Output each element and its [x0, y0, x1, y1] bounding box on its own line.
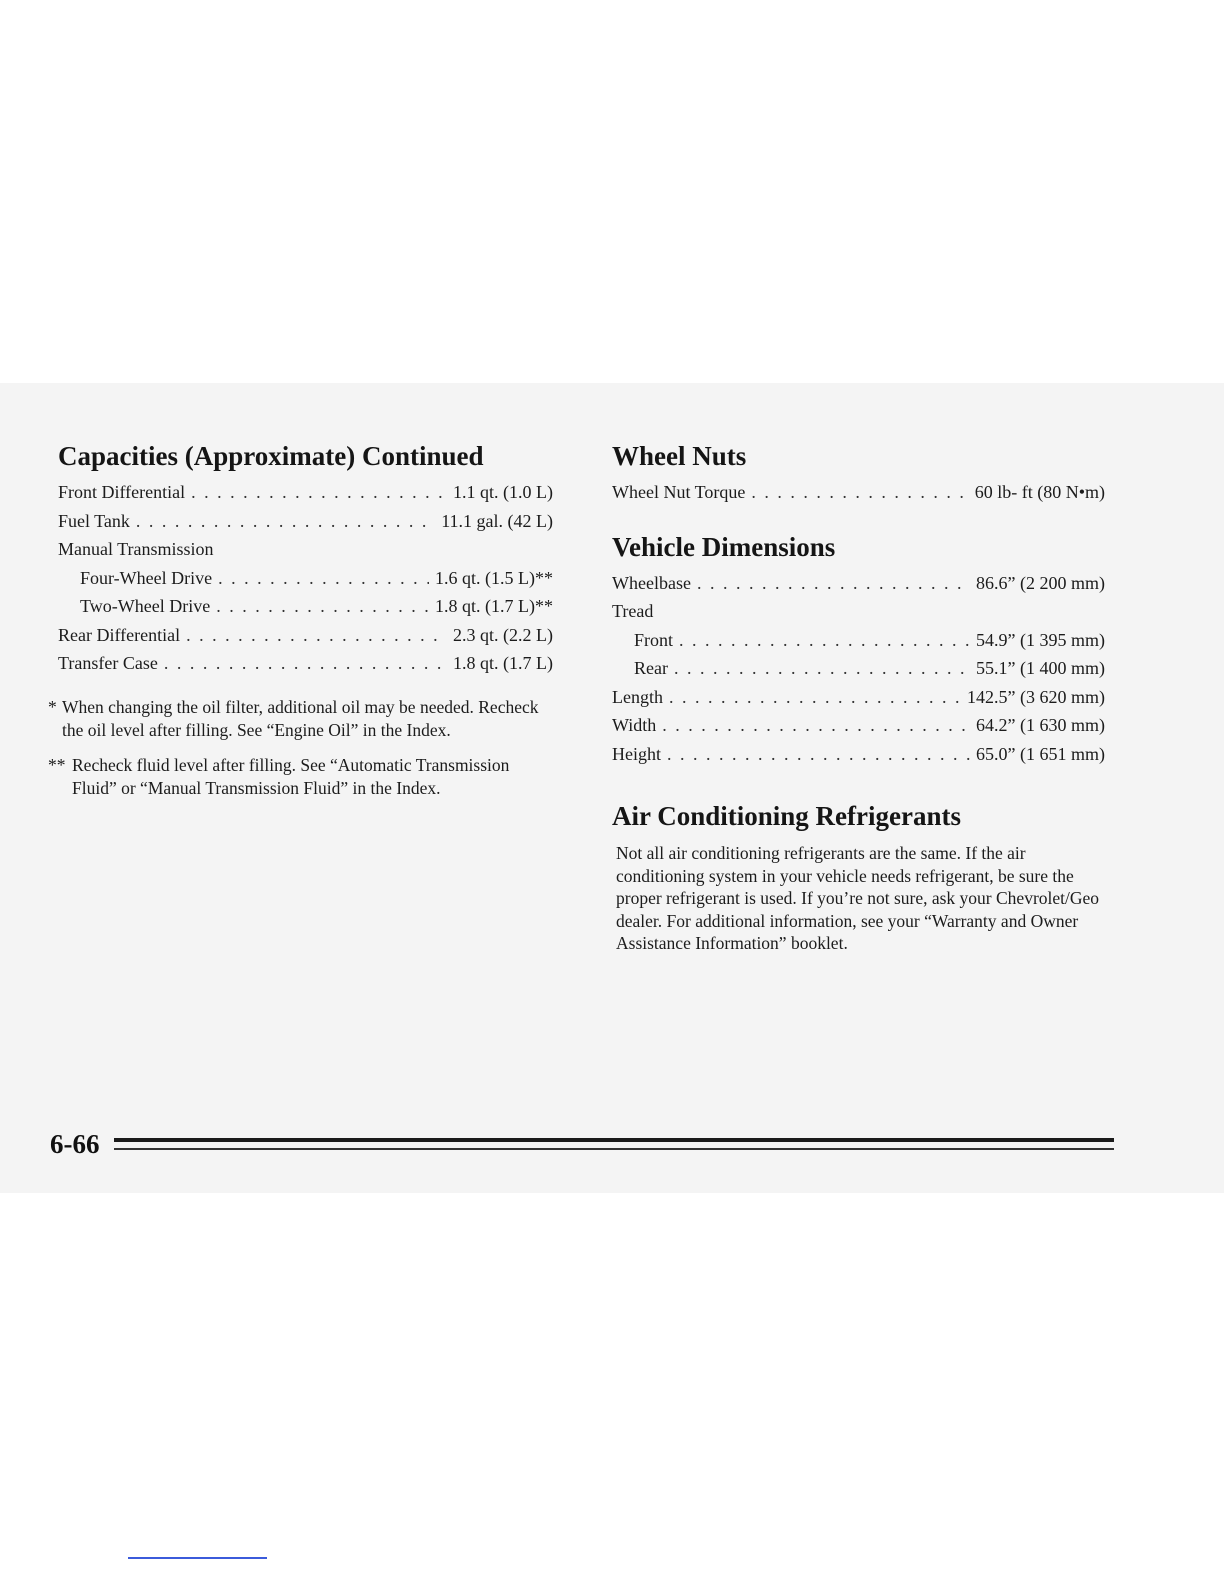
right-column — [612, 438, 1112, 955]
dot-leader — [191, 478, 447, 507]
spec-label: Wheelbase — [612, 572, 691, 593]
wheel-nuts-heading: Wheel Nuts — [612, 441, 747, 471]
spec-label: Front Differential — [58, 482, 186, 502]
spec-label: Front — [634, 629, 674, 650]
dot-leader — [667, 740, 970, 769]
bottom-underline-decoration — [128, 1557, 267, 1559]
air-conditioning-heading: Air Conditioning Refrigerants — [612, 801, 961, 831]
spec-row-rear-differential — [58, 621, 553, 650]
capacities-table — [58, 478, 553, 678]
spec-label: Two-Wheel Drive — [80, 596, 211, 616]
spec-label: Fuel Tank — [58, 510, 130, 531]
spec-label: Rear Differential — [58, 624, 181, 645]
dot-leader — [186, 621, 447, 650]
dot-leader — [669, 683, 961, 712]
vehicle-dimensions-heading: Vehicle Dimensions — [612, 531, 836, 562]
footnote-text: Recheck fluid level after filling. See “Automatic Transmission Fluid” or “Manual Transmission Fluid” in the Index. — [72, 754, 510, 798]
spec-row-fuel-tank — [58, 507, 553, 536]
footer-rule-thin — [114, 1148, 1114, 1150]
spec-row-length — [612, 683, 1105, 712]
spec-subheading-tread: Tread — [612, 601, 654, 621]
air-conditioning-paragraph: Not all air conditioning refrigerants are the same. If the air conditioning system in your vehicle needs refrigerant, be sure the proper refrigerant is used. If you’re not sure, ask your Chevrolet/Geo dealer. For additional information, see your “Warranty and Owner Assistance Information” booklet. — [616, 843, 1100, 953]
spec-row-transfer-case — [58, 649, 553, 678]
spec-label: Four-Wheel Drive — [80, 567, 213, 588]
spec-value: 60 lb- ft (80 N•m) — [974, 482, 1105, 502]
spec-row-four-wheel-drive — [58, 564, 553, 593]
spec-value: 1.1 qt. (1.0 L) — [453, 482, 553, 502]
dot-leader — [136, 507, 435, 536]
spec-row-width — [612, 711, 1105, 740]
dot-leader — [216, 592, 429, 621]
dot-leader — [164, 649, 447, 678]
dot-leader — [674, 654, 970, 683]
footnote-mark: * — [48, 696, 57, 717]
footnote-text: When changing the oil filter, additional oil may be needed. Recheck the oil level after filling. See “Engine Oil” in the Index. — [62, 696, 539, 740]
dot-leader — [662, 711, 970, 740]
footnote-mark: ** — [48, 754, 66, 775]
spec-row-wheelbase — [612, 569, 1105, 598]
spec-subheading-manual-transmission: Manual Transmission — [58, 539, 214, 559]
spec-value: 11.1 gal. (42 L) — [441, 510, 553, 531]
spec-value: 142.5” (3 620 mm) — [967, 686, 1105, 707]
left-column — [48, 438, 558, 812]
spec-label: Height — [612, 743, 661, 764]
footer-rule-thick — [114, 1138, 1114, 1142]
page-footer — [50, 1124, 1114, 1164]
dot-leader — [751, 478, 968, 507]
spec-label: Wheel Nut Torque — [612, 482, 746, 502]
dot-leader — [218, 564, 429, 593]
dimensions-table — [612, 569, 1105, 769]
spec-value: 1.8 qt. (1.7 L)** — [435, 596, 553, 616]
spec-value: 1.6 qt. (1.5 L)** — [435, 567, 553, 588]
spec-value: 65.0” (1 651 mm) — [976, 743, 1105, 764]
dot-leader — [697, 569, 970, 598]
spec-label: Width — [612, 715, 657, 735]
wheel-nuts-table — [612, 478, 1105, 507]
spec-row-wheel-nut-torque — [612, 478, 1105, 507]
spec-value: 86.6” (2 200 mm) — [976, 572, 1105, 593]
spec-value: 55.1” (1 400 mm) — [976, 658, 1105, 678]
spec-value: 2.3 qt. (2.2 L) — [453, 624, 553, 645]
spec-value: 64.2” (1 630 mm) — [976, 715, 1105, 735]
spec-row-height — [612, 740, 1105, 769]
spec-label: Length — [612, 686, 663, 707]
footnotes — [48, 696, 558, 800]
spec-row-front-differential — [58, 478, 553, 507]
spec-value: 54.9” (1 395 mm) — [976, 629, 1105, 650]
footnote-single-star — [48, 696, 558, 742]
spec-label: Rear — [634, 658, 668, 678]
footnote-double-star — [48, 754, 558, 800]
capacities-heading: Capacities (Approximate) Continued — [58, 441, 484, 471]
page-number: 6-66 — [50, 1129, 100, 1159]
dot-leader — [679, 626, 970, 655]
spec-row-tread-rear — [612, 654, 1105, 683]
spec-row-two-wheel-drive — [58, 592, 553, 621]
spec-label: Transfer Case — [58, 653, 158, 673]
spec-value: 1.8 qt. (1.7 L) — [453, 653, 553, 673]
spec-row-tread-front — [612, 626, 1105, 655]
